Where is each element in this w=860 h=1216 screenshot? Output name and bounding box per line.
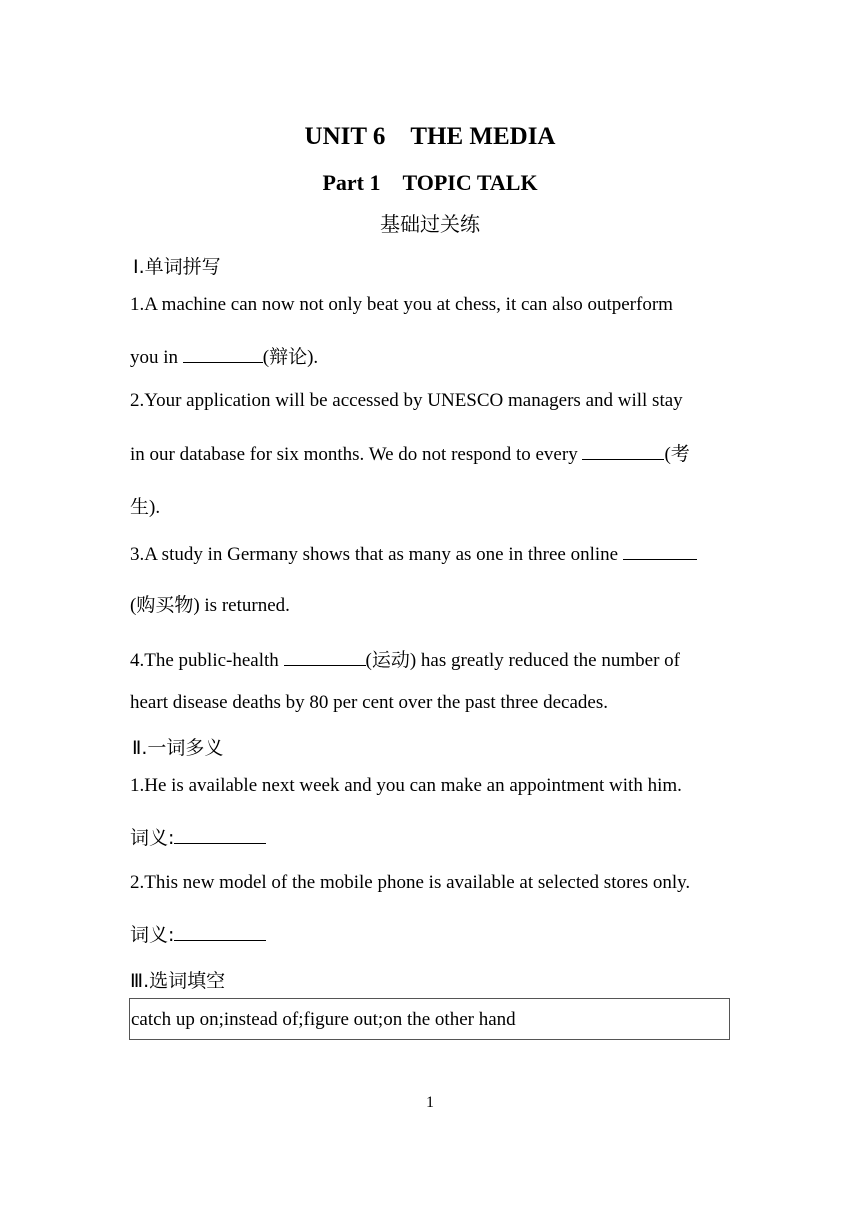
question-2-line-2 xyxy=(130,439,690,466)
polysemy-question-2: 2.This new model of the mobile phone is available at selected stores only. xyxy=(130,872,691,893)
question-2-prefix: in our database for six months. We do not respond to every xyxy=(130,444,583,465)
question-2-hint: (考 xyxy=(664,444,690,465)
meaning-label: 词义: xyxy=(130,924,175,946)
question-3-line-2: (购买物) is returned. xyxy=(130,595,290,616)
section-1-heading: Ⅰ.单词拼写 xyxy=(133,256,221,278)
question-1-hint: (辩论). xyxy=(262,347,319,368)
part-title: Part 1 TOPIC TALK xyxy=(322,170,538,195)
question-1-line-1: 1.A machine can now not only beat you at chess, it can also outperform xyxy=(130,294,673,315)
polysemy-question-1: 1.He is available next week and you can make an appointment with him. xyxy=(130,775,682,796)
answer-blank[interactable] xyxy=(174,825,266,844)
word-bank-box xyxy=(129,998,730,1040)
section-2-heading: Ⅱ.一词多义 xyxy=(132,737,224,759)
answer-blank[interactable] xyxy=(174,922,266,941)
page-number: 1 xyxy=(426,1094,434,1111)
question-2-line-1: 2.Your application will be accessed by UNESCO managers and will stay xyxy=(130,390,683,411)
question-4-prefix: 4.The public-health xyxy=(130,650,284,671)
answer-blank[interactable] xyxy=(582,441,664,460)
polysemy-answer-2 xyxy=(130,920,266,947)
question-1-prefix: you in xyxy=(130,347,183,368)
question-4-line-1 xyxy=(130,645,680,672)
answer-blank[interactable] xyxy=(183,344,263,363)
question-3-line-1 xyxy=(130,541,697,566)
question-4-line-2: heart disease deaths by 80 per cent over the past three decades. xyxy=(130,692,608,713)
question-4-hint: (运动) has greatly reduced the number of xyxy=(365,650,680,671)
question-3-prefix: 3.A study in Germany shows that as many as one in three online xyxy=(130,544,623,565)
answer-blank[interactable] xyxy=(284,647,366,666)
answer-blank[interactable] xyxy=(623,541,697,560)
section-3-heading: Ⅲ.选词填空 xyxy=(130,970,226,992)
exercise-subtitle: 基础过关练 xyxy=(380,212,480,236)
polysemy-answer-1 xyxy=(130,823,266,850)
meaning-label: 词义: xyxy=(130,827,175,849)
word-bank-text: catch up on;instead of;figure out;on the other hand xyxy=(131,1009,516,1030)
question-2-line-3: 生). xyxy=(130,497,161,518)
question-1-line-2 xyxy=(130,342,318,369)
unit-title: UNIT 6 THE MEDIA xyxy=(304,123,556,150)
